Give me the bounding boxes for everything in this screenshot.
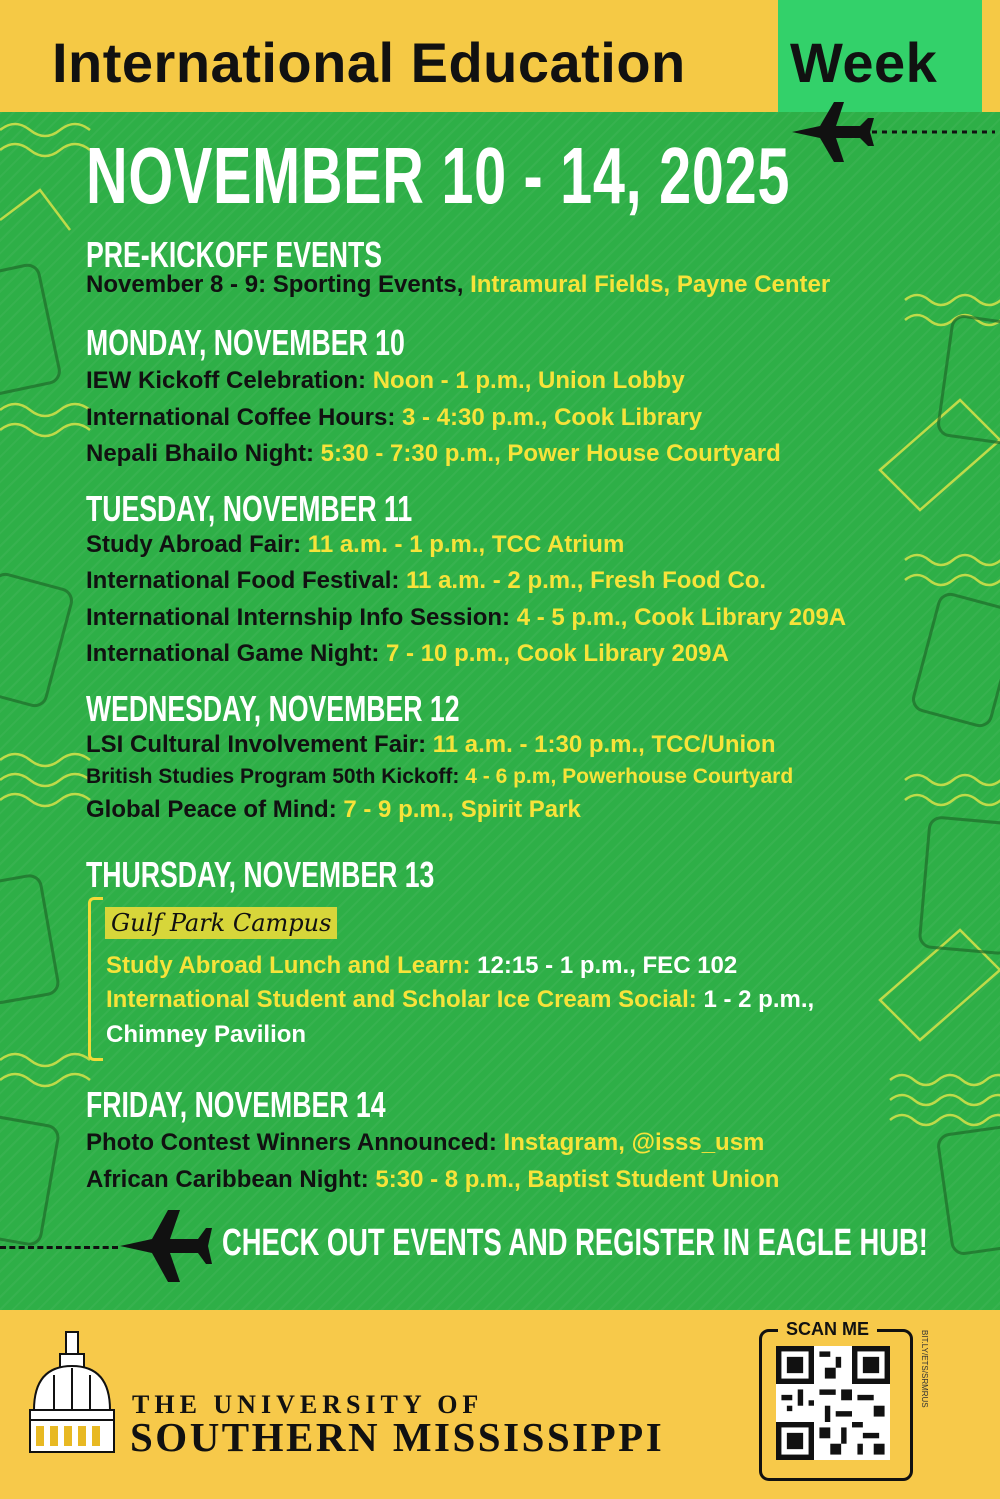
section-heading-thursday: THURSDAY, NOVEMBER 13 (86, 854, 435, 895)
event-detail: 12:15 - 1 p.m., FEC 102 (477, 952, 738, 979)
scan-me-label: SCAN ME (778, 1319, 877, 1340)
event-detail: 4 - 6 p.m, Powerhouse Courtyard (465, 765, 794, 788)
title-part1: International Education (52, 31, 686, 94)
event-name: British Studies Program 50th Kickoff: (86, 765, 460, 788)
event-line (86, 796, 581, 824)
event-line (86, 367, 685, 395)
event-detail: 5:30 - 8 p.m., Baptist Student Union (375, 1166, 780, 1193)
event-detail: 1 - 2 p.m., (703, 986, 815, 1013)
event-line (86, 567, 766, 595)
event-line (106, 986, 814, 1014)
event-name: International Game Night: (86, 640, 380, 667)
event-line (86, 765, 793, 789)
event-line (106, 952, 737, 980)
event-line (86, 731, 775, 759)
event-detail: 5:30 - 7:30 p.m., Power House Courtyard (320, 440, 781, 467)
event-name: International Student and Scholar Ice Cream Social: (106, 986, 697, 1013)
event-dates: NOVEMBER 10 - 14, 2025 (86, 131, 791, 220)
event-line (106, 1021, 306, 1049)
event-line (86, 440, 781, 468)
event-name: International Internship Info Session: (86, 604, 511, 631)
event-line (86, 1166, 779, 1194)
event-name: International Food Festival: (86, 567, 400, 594)
campus-bracket (88, 897, 103, 1061)
event-detail: Chimney Pavilion (106, 1021, 307, 1048)
event-name: International Coffee Hours: (86, 404, 396, 431)
capitol-dome-logo-icon (24, 1330, 120, 1460)
section-heading-tuesday: TUESDAY, NOVEMBER 11 (86, 488, 413, 529)
university-name-line1: THE UNIVERSITY OF (132, 1390, 484, 1419)
section-heading-pre-kickoff: PRE-KICKOFF EVENTS (86, 234, 383, 275)
event-name: Nepali Bhailo Night: (86, 440, 314, 467)
section-heading-friday: FRIDAY, NOVEMBER 14 (86, 1084, 386, 1125)
event-detail: 3 - 4:30 p.m., Cook Library (402, 404, 703, 431)
title-part2: Week (790, 31, 938, 94)
section-heading-wednesday: WEDNESDAY, NOVEMBER 12 (86, 688, 460, 729)
event-line (86, 271, 830, 299)
event-detail: 7 - 10 p.m., Cook Library 209A (386, 640, 729, 667)
university-name-line2: SOUTHERN MISSISSIPPI (130, 1414, 665, 1460)
airplane-icon (118, 1206, 212, 1286)
event-name: November 8 - 9: Sporting Events, (86, 271, 464, 298)
event-line (86, 404, 702, 432)
airplane-icon (790, 100, 995, 170)
event-name: Study Abroad Fair: (86, 531, 302, 558)
section-heading-monday: MONDAY, NOVEMBER 10 (86, 322, 405, 363)
event-detail: Instagram, @isss_usm (503, 1129, 765, 1156)
event-line (86, 604, 846, 632)
event-detail: 11 a.m. - 1 p.m., TCC Atrium (307, 531, 625, 558)
campus-label: Gulf Park Campus (105, 907, 337, 939)
event-detail: 7 - 9 p.m., Spirit Park (343, 796, 581, 823)
event-line (86, 640, 729, 668)
event-name: Global Peace of Mind: (86, 796, 337, 823)
event-name: IEW Kickoff Celebration: (86, 367, 367, 394)
event-name: Photo Contest Winners Announced: (86, 1129, 497, 1156)
qr-url: BIT.LY/ETS/SRMRUS (920, 1330, 929, 1408)
event-detail: Intramural Fields, Payne Center (470, 271, 831, 298)
call-to-action: CHECK OUT EVENTS AND REGISTER IN EAGLE HUB! (222, 1222, 928, 1264)
qr-code-icon[interactable] (776, 1346, 890, 1460)
event-name: African Caribbean Night: (86, 1166, 369, 1193)
event-line (86, 1129, 764, 1157)
event-detail: 4 - 5 p.m., Cook Library 209A (516, 604, 847, 631)
event-name: Study Abroad Lunch and Learn: (106, 952, 471, 979)
event-detail: Noon - 1 p.m., Union Lobby (372, 367, 685, 394)
event-line (86, 531, 624, 559)
dashed-flight-path (0, 1246, 118, 1249)
event-detail: 11 a.m. - 1:30 p.m., TCC/Union (432, 731, 776, 758)
event-name: LSI Cultural Involvement Fair: (86, 731, 427, 758)
event-detail: 11 a.m. - 2 p.m., Fresh Food Co. (406, 567, 767, 594)
